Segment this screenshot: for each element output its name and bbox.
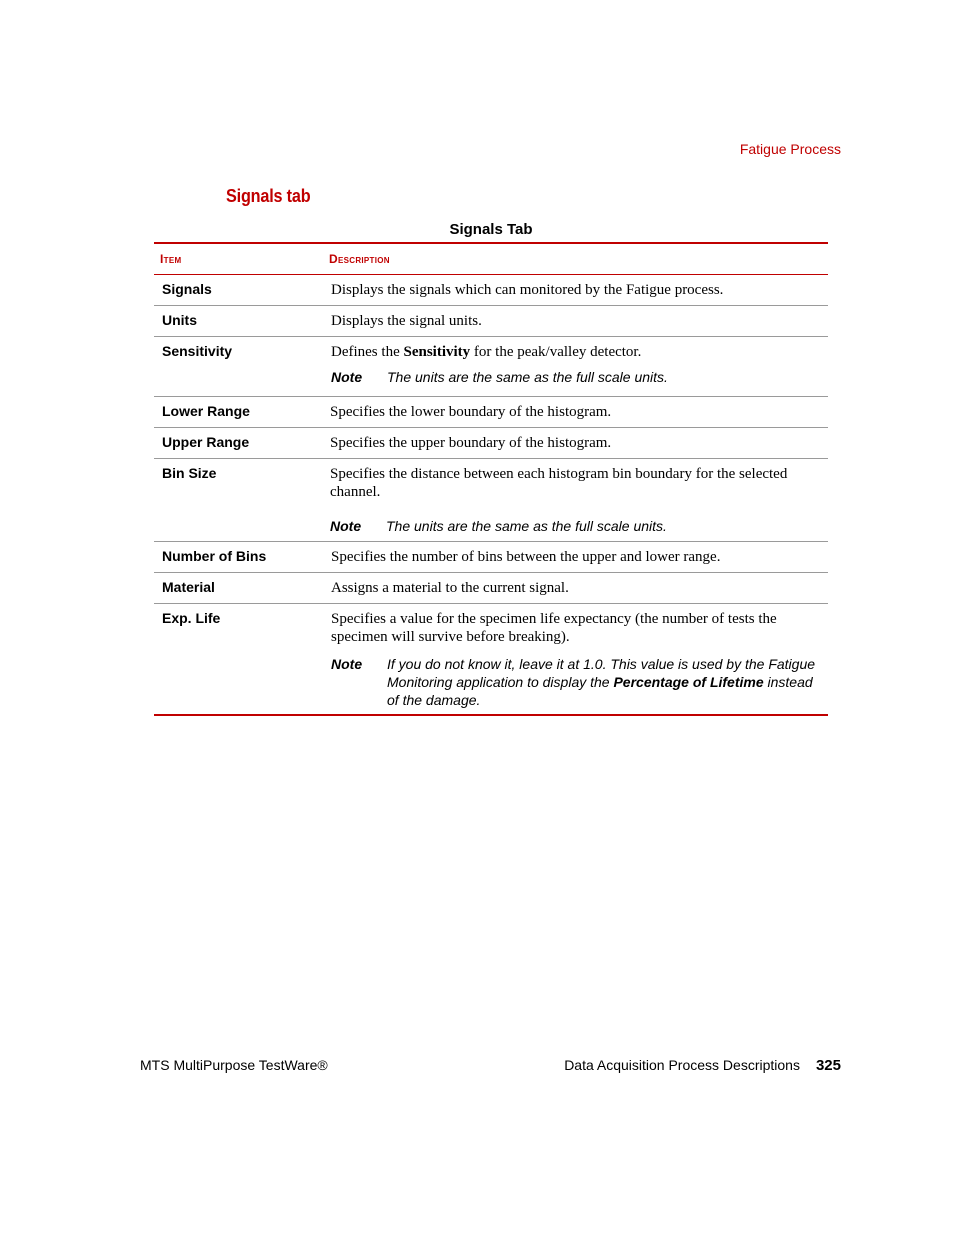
row-item: Lower Range xyxy=(162,403,250,419)
description-text: Specifies the distance between each histogram bin boundary for the selected channel. xyxy=(330,466,788,500)
page-number: 325 xyxy=(815,1057,841,1074)
row-item: Exp. Life xyxy=(162,610,221,626)
table-row xyxy=(154,306,828,337)
footer-right xyxy=(564,1057,841,1074)
table-header xyxy=(154,244,828,275)
row-description: Specifies the lower boundary of the histogram. xyxy=(330,404,612,420)
row-description xyxy=(329,604,828,714)
table-row xyxy=(154,573,828,604)
row-item: Bin Size xyxy=(162,465,217,481)
table-row xyxy=(154,397,828,428)
row-description xyxy=(329,337,828,396)
bold-term: Percentage of Lifetime xyxy=(613,674,764,690)
description-text: Defines the Sensitivity for the peak/valley detector. xyxy=(331,344,642,360)
table-row xyxy=(154,428,828,459)
note xyxy=(331,655,816,709)
table-row xyxy=(154,275,828,306)
footer-product-name: MTS MultiPurpose TestWare® xyxy=(140,1057,328,1073)
table-row xyxy=(154,337,828,397)
table-caption: Signals Tab xyxy=(449,221,533,238)
column-header-item: Item xyxy=(160,252,182,266)
note xyxy=(331,368,816,386)
table-row xyxy=(154,542,828,573)
note-text: If you do not know it, leave it at 1.0. This value is used by the Fatigue Monitoring application to display the Percentage of Lifetime instead of the damage. xyxy=(387,656,816,708)
row-description: Displays the signal units. xyxy=(331,313,482,329)
signals-table xyxy=(154,242,828,716)
row-item: Upper Range xyxy=(162,434,250,450)
column-header-description: Description xyxy=(329,252,390,266)
row-description: Assigns a material to the current signal. xyxy=(331,580,569,596)
note-label: Note xyxy=(331,656,363,672)
row-item: Signals xyxy=(162,281,212,297)
table-row xyxy=(154,459,828,542)
section-title: Signals tab xyxy=(226,186,311,206)
row-item: Material xyxy=(162,579,215,595)
table-row xyxy=(154,604,828,714)
footer-chapter-title: Data Acquisition Process Descriptions xyxy=(564,1057,800,1073)
description-text: Specifies a value for the specimen life expectancy (the number of tests the specimen will survive before breaking). xyxy=(331,611,777,645)
note-label: Note xyxy=(331,369,363,385)
running-head: Fatigue Process xyxy=(739,141,841,157)
note-text: The units are the same as the full scale units. xyxy=(387,369,668,385)
note-text: The units are the same as the full scale units. xyxy=(386,518,667,534)
row-item: Sensitivity xyxy=(162,343,233,359)
row-description xyxy=(329,459,828,541)
note-label: Note xyxy=(330,518,362,534)
row-description: Specifies the upper boundary of the histogram. xyxy=(330,435,612,451)
row-description: Displays the signals which can monitored by the Fatigue process. xyxy=(331,282,724,298)
row-item: Units xyxy=(162,312,197,328)
bold-term: Sensitivity xyxy=(403,344,471,360)
row-description: Specifies the number of bins between the upper and lower range. xyxy=(331,549,721,565)
row-item: Number of Bins xyxy=(162,548,267,564)
note xyxy=(330,517,816,535)
